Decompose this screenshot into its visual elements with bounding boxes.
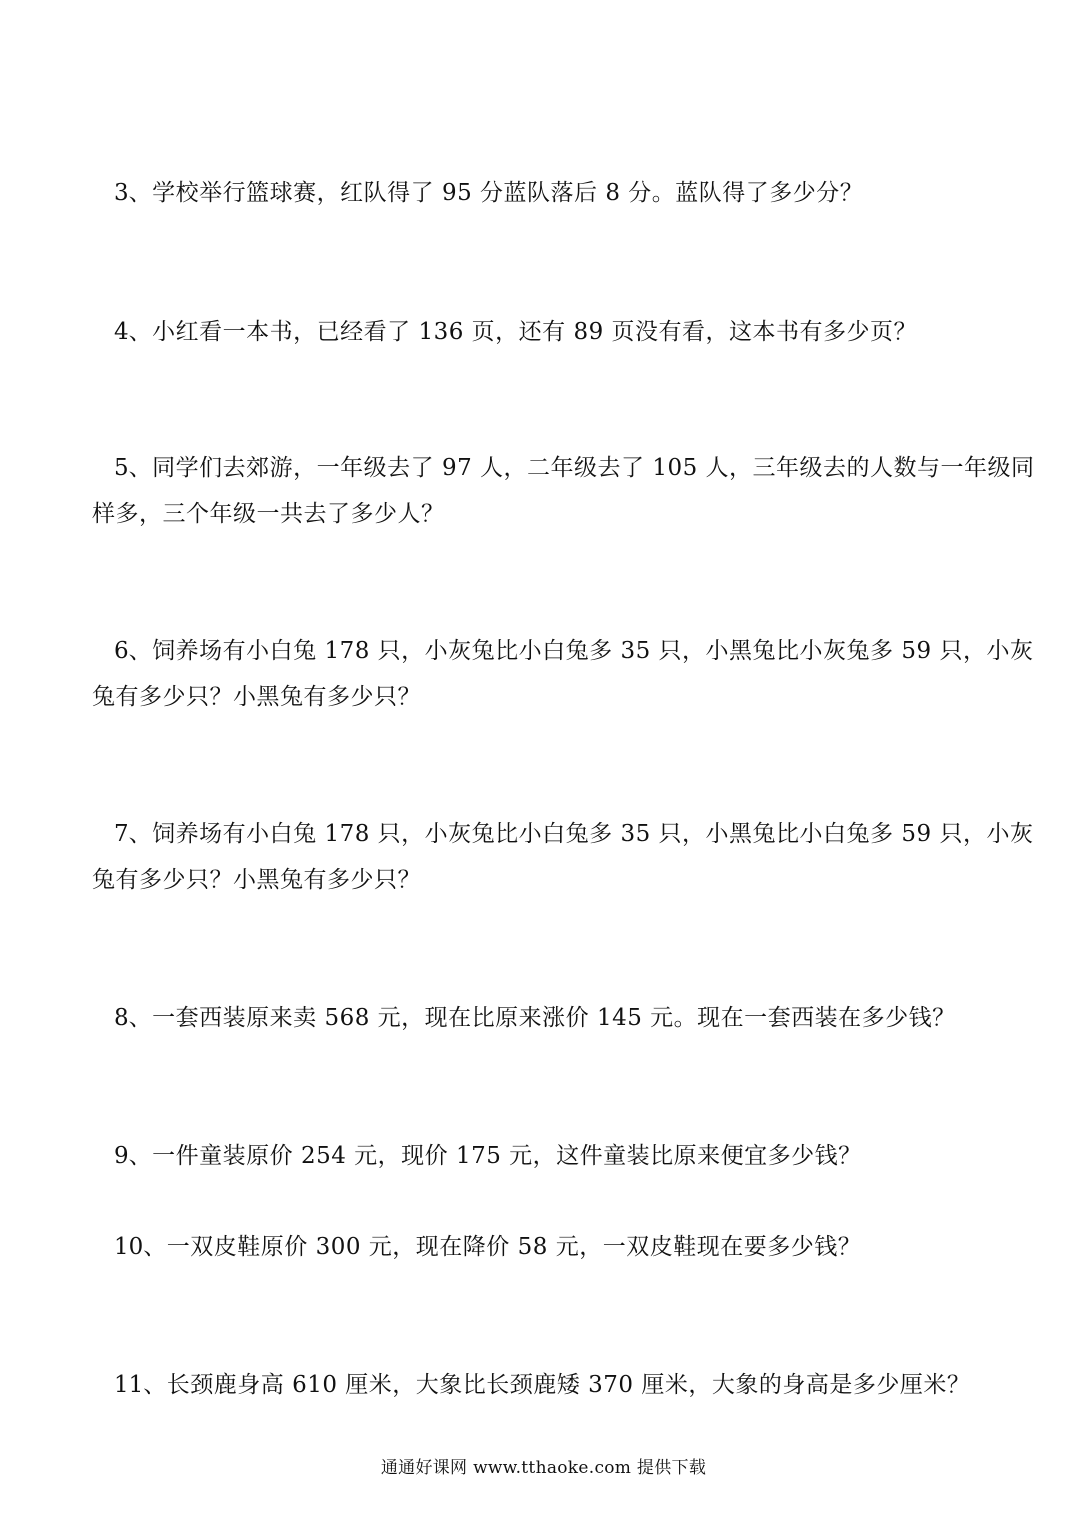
problem-number: 9	[114, 1143, 129, 1169]
problem-separator: 、	[128, 180, 153, 206]
problem-text: 饲养场有小白兔 178 只，小灰兔比小白兔多 35 只，小黑兔比小白兔多 59 只，小灰兔有多少只？小黑兔有多少只？	[92, 821, 1034, 893]
problem-text: 一件童装原价 254 元，现价 175 元，这件童装比原来便宜多少钱？	[152, 1143, 862, 1169]
problem-separator: 、	[128, 1143, 153, 1169]
problem-separator: 、	[143, 1372, 167, 1398]
problem-3	[92, 170, 1042, 216]
problem-9	[92, 1133, 1042, 1179]
problem-8	[92, 995, 1042, 1041]
page-footer: 通通好课网 www.tthaoke.com 提供下载	[380, 1458, 707, 1478]
problem-text: 一双皮鞋原价 300 元，现在降价 58 元，一双皮鞋现在要多少钱？	[166, 1234, 862, 1260]
problem-number: 8	[114, 1005, 129, 1031]
problem-separator: 、	[128, 638, 153, 664]
problem-number: 5	[114, 455, 129, 481]
problem-separator: 、	[128, 1005, 153, 1031]
problem-6	[92, 628, 1042, 720]
problem-4	[92, 309, 1042, 355]
problem-10	[92, 1224, 1042, 1270]
problem-text: 一套西装原来卖 568 元，现在比原来涨价 145 元。现在一套西装在多少钱？	[152, 1005, 956, 1031]
problem-number: 11	[114, 1372, 144, 1398]
problem-text: 小红看一本书，已经看了 136 页，还有 89 页没有看，这本书有多少页？	[152, 319, 918, 345]
problem-separator: 、	[128, 821, 153, 847]
problem-number: 4	[114, 319, 129, 345]
problem-text: 同学们去郊游，一年级去了 97 人，二年级去了 105 人，三年级去的人数与一年级同样多，三个年级一共去了多少人？	[92, 455, 1035, 527]
problem-number: 6	[114, 638, 129, 664]
problem-text: 长颈鹿身高 610 厘米，大象比长颈鹿矮 370 厘米，大象的身高是多少厘米？	[166, 1372, 971, 1398]
problem-5	[92, 445, 1042, 537]
problem-11	[92, 1362, 1042, 1408]
problem-separator: 、	[128, 455, 153, 481]
problem-text: 饲养场有小白兔 178 只，小灰兔比小白兔多 35 只，小黑兔比小灰兔多 59 只，小灰兔有多少只？小黑兔有多少只？	[92, 638, 1034, 710]
problem-separator: 、	[143, 1234, 167, 1260]
problem-number: 7	[114, 821, 129, 847]
problem-text: 学校举行篮球赛，红队得了 95 分蓝队落后 8 分。蓝队得了多少分？	[152, 180, 864, 206]
problem-number: 10	[114, 1234, 144, 1260]
problem-number: 3	[114, 180, 129, 206]
problem-7	[92, 811, 1042, 903]
problem-separator: 、	[128, 319, 153, 345]
